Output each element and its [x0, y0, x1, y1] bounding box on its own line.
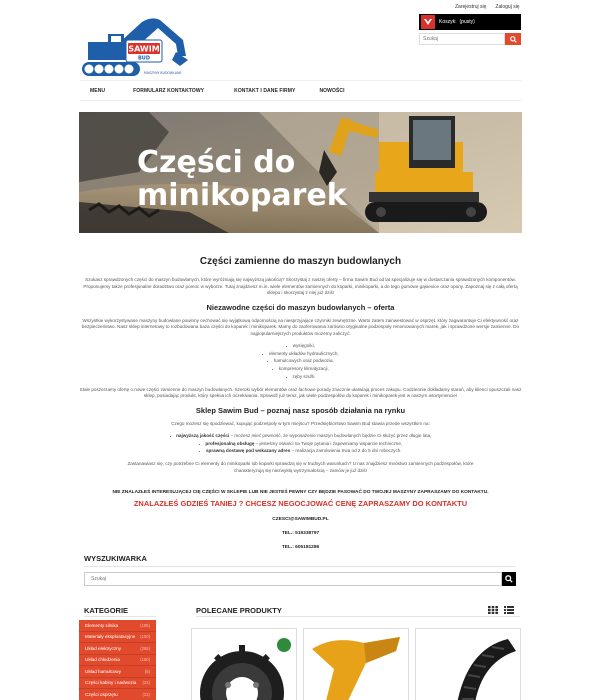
- category-item[interactable]: Układ chłodzenia (160): [79, 655, 156, 667]
- search-widget: [84, 572, 516, 586]
- main-content: [79, 240, 522, 550]
- contact-notice: NIE ZNALAZŁEŚ INTERESUJĄCEJ CIĘ CZĘŚCI W SKLEPIE LUB NIE JESTEŚ PEWNY CZY BĘDZIE PASOWAĆ DO TWOJEJ MASZYNY ZAPRASZAMY DO KONTAKTU.: [112, 490, 489, 496]
- parts-list: [79, 342, 522, 381]
- category-item[interactable]: Elementy silnika (185): [79, 620, 156, 632]
- search-icon: [505, 575, 513, 583]
- top-links: [455, 4, 520, 10]
- cta-negotiate: ZNALAZŁEŚ GDZIEŚ TANIEJ ? CHCESZ NEGOCJOWAĆ CENĘ ZAPRASZAMY DO KONTAKTU: [133, 499, 468, 509]
- list-item: • hamulcowych oraz podwozia,: [79, 357, 522, 365]
- top-search-button[interactable]: [505, 33, 521, 45]
- list-item: • kompresory klimatyzacji,: [79, 365, 522, 373]
- category-item[interactable]: Układ elektryczny (265): [79, 643, 156, 655]
- search-icon: [510, 36, 517, 43]
- sprocket-image: [192, 629, 297, 700]
- banner-image: [79, 112, 522, 233]
- intro-text: Szukasz sprawdzonych części do maszyn budowlanych, które wyróżniają się najwyższą jakością? Skorzystaj z naszej oferty – firma Sawim Bud od lat specjalizuje się w dostarczaniu sprawdzonych komponentów. Proponujemy także profesjonalne doradztwo oraz pomoc w wyborze. Tutaj znajdziesz m.in. wiele elementów zamiennych do koparki, minikoparki, a do tego gumowe gąsienice oraz opony. Zapoznaj się z całą ofertą sklepu i skorzystaj z niej już dziś!: [83, 277, 518, 295]
- svg-text:MASZYNY BUDOWLANE: MASZYNY BUDOWLANE: [144, 71, 182, 75]
- login-link[interactable]: Zaloguj się: [495, 4, 520, 10]
- hero-banner[interactable]: [79, 112, 522, 233]
- nav-news[interactable]: NOWOŚCI: [319, 87, 345, 94]
- divider: [84, 616, 156, 617]
- top-search-input[interactable]: [419, 33, 505, 45]
- list-item: • profesjonalną obsługę – jesteśmy otwarci na Twoje pytania i zapewniamy wsparcie techniczne,: [79, 440, 522, 448]
- list-view-icon[interactable]: [504, 606, 514, 614]
- section1-text: Wszystkie wykorzystywane maszyny budowlane powinny cechować się wyjątkową odpornością na niesprzyjające czynniki zewnętrzne. Warto zatem zainwestować w osprzęt, który zagwarantuje Ci efektywność oraz bezpieczeństwo. Nasz sklep internetowy to rozbudowana baza części do koparek i minikoparek. Mamy do zaoferowania zarówno oryginalne podzespoły renomowanych marek, jak i sprawdzone wersje zamienne. Do najpopularniejszych produktów możemy zaliczyć:: [81, 317, 520, 336]
- grid-view-icon[interactable]: [488, 606, 498, 614]
- product-card[interactable]: [303, 628, 409, 700]
- cart-label: Koszyk:: [439, 19, 457, 25]
- list-item: • elementy układów hydraulicznych,: [79, 350, 522, 358]
- section1-title: Niezawodne części do maszyn budowlanych – oferta: [206, 302, 395, 312]
- site-logo[interactable]: [80, 16, 190, 78]
- main-nav: [80, 80, 521, 101]
- section2-title: Sklep Sawim Bud – poznaj nasz sposób działania na rynku: [195, 405, 406, 415]
- nav-menu[interactable]: MENU: [90, 87, 106, 94]
- divider: [84, 566, 516, 567]
- search-button[interactable]: [502, 572, 516, 586]
- list-item: • najwyższą jakość części – możesz mieć pewność, że wyposażenie maszyn budowlanych będzie Ci służyć przez długie lata,: [79, 432, 522, 440]
- list-item: • sprawną dostawę pod wskazany adres – realizacja zamówienia trwa od 2 do 5 dni roboczych.: [79, 447, 522, 455]
- excavator-logo-icon: [80, 16, 190, 78]
- section1-after: Stale poszerzamy ofertę o nowe części zamienne do maszyn budowlanych. Szeroki wybór elementów oraz fachowe porady znacznie ułatwiają proces zakupu. Codziennie dokładamy starań, aby klienci opuszczali nasz sklep, posiadając produkt, który spełnia ich oczekiwania. Sprawdź już teraz, jak wiele podzespołów do koparek i minikoparek jest w naszym asortymencie!: [79, 386, 522, 399]
- banner-title-line1: Części do: [137, 145, 296, 180]
- search-input[interactable]: [84, 572, 502, 586]
- category-item[interactable]: Części osprzętu (21): [79, 689, 156, 700]
- contact-phone-2[interactable]: TEL.: 605181286: [281, 545, 320, 551]
- bucket-tooth-image: [304, 629, 409, 700]
- contact-email[interactable]: CZESCI@SAWIMBUD.PL: [272, 517, 329, 523]
- search-widget-title: WYSZUKIWARKA: [84, 554, 147, 563]
- nav-contact-form[interactable]: FORMULARZ KONTAKTOWY: [133, 87, 205, 94]
- category-item[interactable]: Materiały eksploatacyjne (150): [79, 632, 156, 644]
- cart-status: (pusty): [459, 19, 475, 25]
- cart-widget[interactable]: [419, 14, 521, 30]
- product-card[interactable]: [415, 628, 521, 700]
- category-item[interactable]: Części kabiny i nadwozia (24): [79, 678, 156, 690]
- rubber-track-image: [416, 629, 521, 700]
- section2-text: Czego możesz się spodziewać, kupując podzespoły w tym miejscu? Przedsiębiorstwo Sawim Bud stawia przede wszystkim na:: [171, 420, 430, 426]
- list-item: • wysięgniki,: [79, 342, 522, 350]
- categories-list: [79, 620, 156, 700]
- features-list: [79, 432, 522, 455]
- svg-text:SAWIM: SAWIM: [128, 44, 160, 54]
- categories-title: KATEGORIE: [84, 606, 129, 615]
- divider: [196, 616, 520, 617]
- page-title: Części zamienne do maszyn budowlanych: [199, 256, 402, 267]
- contact-phone-1[interactable]: TEL.: 519338797: [281, 531, 320, 537]
- top-search: [419, 33, 521, 45]
- nav-contact-company[interactable]: KONTAKT I DANE FIRMY: [234, 87, 296, 94]
- list-item: • zęby szufli.: [79, 373, 522, 381]
- featured-title: POLECANE PRODUKTY: [196, 606, 282, 615]
- register-link[interactable]: Zarejestruj się: [455, 4, 487, 10]
- section2-after: Zastanawiasz się, czy potrzebne Ci elementy do minikoparki lub koparki sprawdzą się w trudnych warunkach? U nas znajdziesz mnóstwo zamiennych podzespołów, które charakteryzują się niezwykłą wytrzymałością – zamów je już dziś!: [127, 461, 474, 473]
- product-card[interactable]: [191, 628, 297, 700]
- quality-badge-icon: [277, 638, 291, 652]
- category-item[interactable]: Układ hamulcowy (5): [79, 666, 156, 678]
- banner-title-line2: minikoparek: [137, 178, 347, 213]
- cart-icon: [421, 15, 435, 29]
- svg-text:BUD: BUD: [137, 55, 151, 62]
